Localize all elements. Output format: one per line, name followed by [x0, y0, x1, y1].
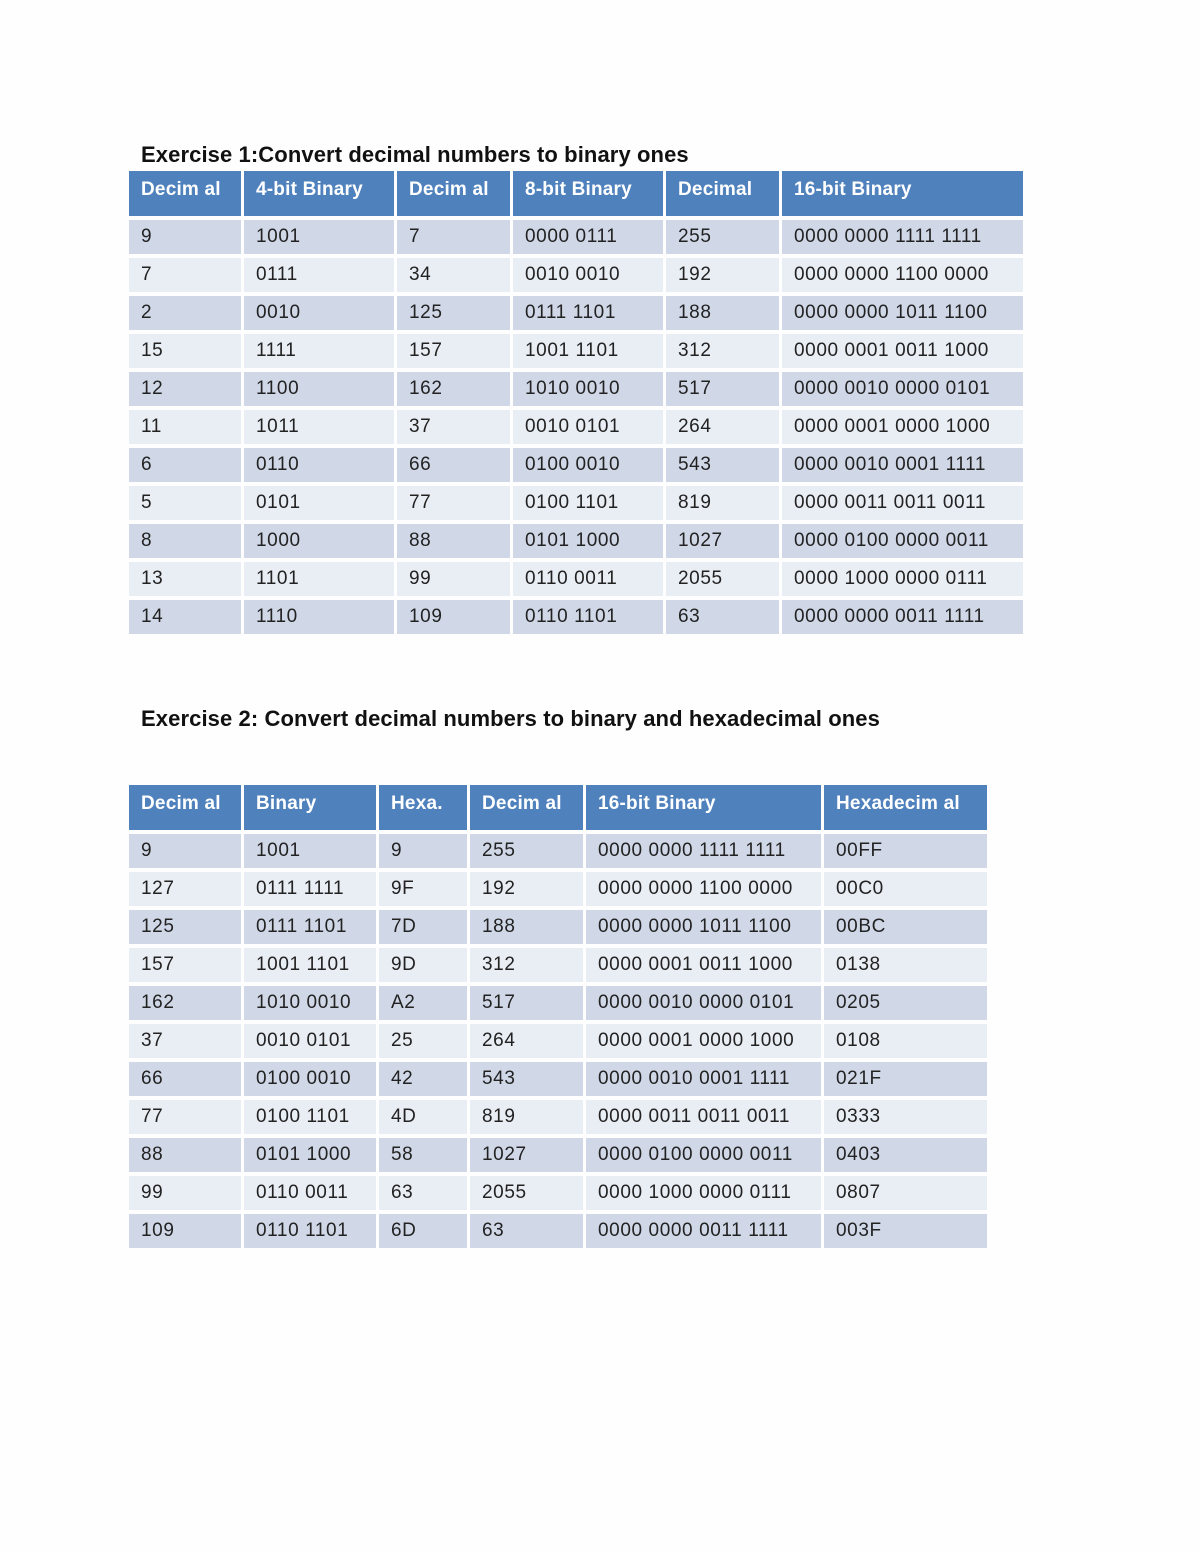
table-cell: 0110 1101: [513, 600, 663, 634]
table-row: [129, 1214, 987, 1248]
table-cell: 0000 0001 0000 1000: [782, 410, 1023, 444]
column-header: Decimal: [666, 171, 779, 216]
table-cell: 9: [129, 220, 241, 254]
table-cell: 0110 0011: [244, 1176, 376, 1210]
table-row: [129, 1062, 987, 1096]
table-row: [129, 220, 1023, 254]
table-cell: 7: [397, 220, 510, 254]
table-cell: 125: [129, 910, 241, 944]
table-cell: 66: [397, 448, 510, 482]
exercise-1-table: [126, 167, 1026, 638]
table-cell: 0000 0011 0011 0011: [586, 1100, 821, 1134]
table-cell: 0111 1101: [244, 910, 376, 944]
table-cell: 0000 1000 0000 0111: [586, 1176, 821, 1210]
table-cell: 1010 0010: [244, 986, 376, 1020]
table-cell: 2055: [666, 562, 779, 596]
table-cell: 7: [129, 258, 241, 292]
table-cell: 0010 0101: [513, 410, 663, 444]
table-cell: 192: [470, 872, 583, 906]
table-row: [129, 1100, 987, 1134]
table-cell: 0010: [244, 296, 394, 330]
table-row: [129, 834, 987, 868]
table-cell: 0108: [824, 1024, 987, 1058]
table-cell: 12: [129, 372, 241, 406]
table-cell: 1001 1101: [244, 948, 376, 982]
table-row: [129, 948, 987, 982]
table-row: [129, 524, 1023, 558]
table-cell: 819: [666, 486, 779, 520]
table-header-row: [129, 171, 1023, 216]
table-cell: 63: [379, 1176, 467, 1210]
table-row: [129, 486, 1023, 520]
table-cell: 1010 0010: [513, 372, 663, 406]
column-header: 4-bit Binary: [244, 171, 394, 216]
table-cell: 1100: [244, 372, 394, 406]
table-cell: 0000 0010 0001 1111: [782, 448, 1023, 482]
table-cell: 0000 0000 0011 1111: [586, 1214, 821, 1248]
table-cell: 7D: [379, 910, 467, 944]
table-cell: 1110: [244, 600, 394, 634]
table-cell: 0205: [824, 986, 987, 1020]
table-cell: 0000 0000 1100 0000: [782, 258, 1023, 292]
table-cell: 0101 1000: [244, 1138, 376, 1172]
table-cell: 109: [397, 600, 510, 634]
table-cell: 9D: [379, 948, 467, 982]
table-cell: 0110 1101: [244, 1214, 376, 1248]
table-cell: 0000 0001 0011 1000: [782, 334, 1023, 368]
table-cell: 11: [129, 410, 241, 444]
table-cell: 157: [397, 334, 510, 368]
table-cell: 127: [129, 872, 241, 906]
table-cell: 1027: [666, 524, 779, 558]
table-cell: 0000 0000 1011 1100: [586, 910, 821, 944]
table-cell: 819: [470, 1100, 583, 1134]
table-cell: 0807: [824, 1176, 987, 1210]
table-cell: 37: [397, 410, 510, 444]
table-cell: 0100 0010: [244, 1062, 376, 1096]
table-cell: 0111 1101: [513, 296, 663, 330]
table-cell: 1000: [244, 524, 394, 558]
table-cell: 0000 0010 0000 0101: [782, 372, 1023, 406]
table-cell: 63: [666, 600, 779, 634]
table-cell: 2: [129, 296, 241, 330]
column-header: 8-bit Binary: [513, 171, 663, 216]
table-cell: 0000 0000 1100 0000: [586, 872, 821, 906]
table-cell: 0000 0000 1011 1100: [782, 296, 1023, 330]
table-cell: 543: [470, 1062, 583, 1096]
table-cell: 58: [379, 1138, 467, 1172]
table-cell: 021F: [824, 1062, 987, 1096]
table-cell: 00BC: [824, 910, 987, 944]
table-cell: 0000 0000 0011 1111: [782, 600, 1023, 634]
exercise-2-table: [126, 781, 990, 1252]
table-cell: 0000 0010 0000 0101: [586, 986, 821, 1020]
table-row: [129, 448, 1023, 482]
table-cell: 162: [129, 986, 241, 1020]
table-row: [129, 296, 1023, 330]
table-cell: 1001: [244, 220, 394, 254]
table-cell: 4D: [379, 1100, 467, 1134]
table-cell: 1027: [470, 1138, 583, 1172]
table-cell: 77: [397, 486, 510, 520]
table-cell: 312: [470, 948, 583, 982]
table-cell: 8: [129, 524, 241, 558]
table-cell: 25: [379, 1024, 467, 1058]
table-cell: 264: [470, 1024, 583, 1058]
table-row: [129, 1176, 987, 1210]
table-cell: 0333: [824, 1100, 987, 1134]
table-cell: 0110: [244, 448, 394, 482]
table-cell: 15: [129, 334, 241, 368]
column-header: Decim al: [470, 785, 583, 830]
table-row: [129, 372, 1023, 406]
table-cell: 157: [129, 948, 241, 982]
table-cell: 0138: [824, 948, 987, 982]
table-cell: 42: [379, 1062, 467, 1096]
table-row: [129, 1024, 987, 1058]
table-row: [129, 410, 1023, 444]
table-cell: 34: [397, 258, 510, 292]
table-cell: 99: [129, 1176, 241, 1210]
table-cell: 00FF: [824, 834, 987, 868]
table-cell: 88: [129, 1138, 241, 1172]
table-row: [129, 600, 1023, 634]
table-cell: 2055: [470, 1176, 583, 1210]
table-cell: 0000 0100 0000 0011: [586, 1138, 821, 1172]
table-row: [129, 872, 987, 906]
table-cell: 255: [470, 834, 583, 868]
table-cell: 0111 1111: [244, 872, 376, 906]
table-cell: 0111: [244, 258, 394, 292]
table-cell: 125: [397, 296, 510, 330]
exercise-1-title: Exercise 1:Convert decimal numbers to binary ones: [141, 142, 689, 167]
table-header-row: [129, 785, 987, 830]
column-header: Hexadecim al: [824, 785, 987, 830]
table-cell: 517: [470, 986, 583, 1020]
table-cell: 14: [129, 600, 241, 634]
table-cell: A2: [379, 986, 467, 1020]
table-row: [129, 334, 1023, 368]
table-cell: 1001: [244, 834, 376, 868]
table-cell: 13: [129, 562, 241, 596]
table-cell: 1001 1101: [513, 334, 663, 368]
column-header: 16-bit Binary: [586, 785, 821, 830]
table-cell: 312: [666, 334, 779, 368]
column-header: Decim al: [397, 171, 510, 216]
column-header: 16-bit Binary: [782, 171, 1023, 216]
table-cell: 0000 0100 0000 0011: [782, 524, 1023, 558]
table-cell: 109: [129, 1214, 241, 1248]
table-cell: 0100 0010: [513, 448, 663, 482]
table-cell: 66: [129, 1062, 241, 1096]
table-cell: 0010 0010: [513, 258, 663, 292]
table-cell: 5: [129, 486, 241, 520]
table-cell: 264: [666, 410, 779, 444]
table-cell: 0101 1000: [513, 524, 663, 558]
table-cell: 188: [470, 910, 583, 944]
table-cell: 1101: [244, 562, 394, 596]
table-cell: 0100 1101: [244, 1100, 376, 1134]
table-cell: 88: [397, 524, 510, 558]
exercise-2-title: Exercise 2: Convert decimal numbers to binary and hexadecimal ones: [141, 706, 880, 731]
column-header: Hexa.: [379, 785, 467, 830]
table-cell: 0000 1000 0000 0111: [782, 562, 1023, 596]
table-cell: 0000 0000 1111 1111: [586, 834, 821, 868]
table-cell: 162: [397, 372, 510, 406]
table-cell: 0110 0011: [513, 562, 663, 596]
table-cell: 0000 0010 0001 1111: [586, 1062, 821, 1096]
table-cell: 9: [379, 834, 467, 868]
table-cell: 255: [666, 220, 779, 254]
table-cell: 0010 0101: [244, 1024, 376, 1058]
table-row: [129, 986, 987, 1020]
table-cell: 0403: [824, 1138, 987, 1172]
table-cell: 0000 0001 0011 1000: [586, 948, 821, 982]
table-cell: 0000 0001 0000 1000: [586, 1024, 821, 1058]
table-cell: 1111: [244, 334, 394, 368]
table-row: [129, 258, 1023, 292]
table-cell: 63: [470, 1214, 583, 1248]
table-cell: 37: [129, 1024, 241, 1058]
table-cell: 0000 0011 0011 0011: [782, 486, 1023, 520]
table-row: [129, 562, 1023, 596]
table-cell: 0100 1101: [513, 486, 663, 520]
table-cell: 9: [129, 834, 241, 868]
column-header: Decim al: [129, 171, 241, 216]
table-row: [129, 910, 987, 944]
table-cell: 99: [397, 562, 510, 596]
table-cell: 517: [666, 372, 779, 406]
table-cell: 1011: [244, 410, 394, 444]
table-cell: 0000 0000 1111 1111: [782, 220, 1023, 254]
table-cell: 003F: [824, 1214, 987, 1248]
column-header: Decim al: [129, 785, 241, 830]
table-cell: 188: [666, 296, 779, 330]
table-row: [129, 1138, 987, 1172]
table-cell: 192: [666, 258, 779, 292]
table-cell: 0101: [244, 486, 394, 520]
column-header: Binary: [244, 785, 376, 830]
table-cell: 77: [129, 1100, 241, 1134]
table-cell: 0000 0111: [513, 220, 663, 254]
table-cell: 9F: [379, 872, 467, 906]
table-cell: 6D: [379, 1214, 467, 1248]
table-cell: 6: [129, 448, 241, 482]
table-cell: 00C0: [824, 872, 987, 906]
table-cell: 543: [666, 448, 779, 482]
